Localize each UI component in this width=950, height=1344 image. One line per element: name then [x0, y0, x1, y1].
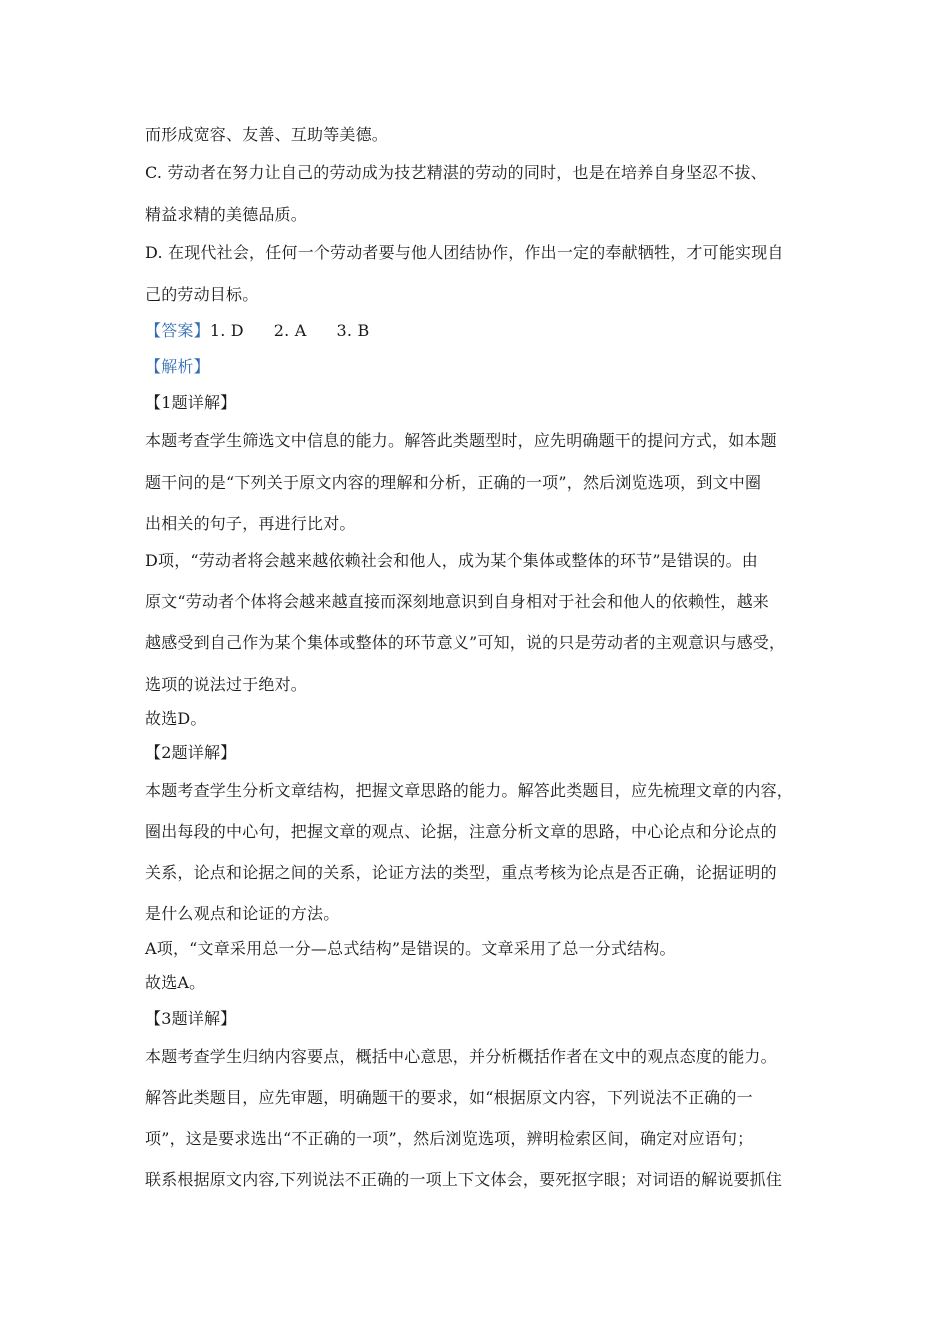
- q3-heading: 【3题详解】: [145, 1009, 237, 1028]
- q2-para1-line-3: 关系，论点和论据之间的关系，论证方法的类型，重点考核为论点是否正确，论据证明的: [145, 863, 777, 882]
- q2-para1-line-4: 是什么观点和论证的方法。: [145, 904, 340, 923]
- q1-para1-line-1: 本题考查学生筛选文中信息的能力。解答此类题型时，应先明确题干的提问方式，如本题: [145, 431, 777, 450]
- q3-para1-line-1: 本题考查学生归纳内容要点，概括中心意思，并分析概括作者在文中的观点态度的能力。: [145, 1047, 777, 1066]
- q2-para1-line-1: 本题考查学生分析文章结构，把握文章思路的能力。解答此类题目，应先梳理文章的内容，: [145, 781, 794, 800]
- q1-para1-line-3: 出相关的句子，再进行比对。: [145, 514, 356, 533]
- q1-para2-line-2: 原文“劳动者个体将会越来越直接而深刻地意识到自身相对于社会和他人的依赖性，越来: [145, 592, 769, 611]
- option-c-line-2: 精益求精的美德品质。: [145, 205, 308, 224]
- answer-2: 2. A: [273, 321, 307, 340]
- q2-heading: 【2题详解】: [145, 743, 237, 762]
- q1-para2-line-1: D项，“劳动者将会越来越依赖社会和他人，成为某个集体或整体的环节”是错误的。由: [145, 551, 758, 570]
- option-d-line-2: 己的劳动目标。: [145, 285, 259, 304]
- q2-choice: 故选A。: [145, 973, 206, 992]
- answer-1: 1. D: [209, 321, 244, 340]
- q3-para1-line-4: 联系根据原文内容,下列说法不正确的一项上下文体会，要死抠字眼；对词语的解说要抓住: [145, 1170, 783, 1189]
- q2-para2-line-1: A项，“文章采用总一分—总式结构”是错误的。文章采用了总一分式结构。: [145, 939, 676, 958]
- q3-para1-line-2: 解答此类题目，应先审题，明确题干的要求，如“根据原文内容，下列说法不正确的一: [145, 1088, 753, 1107]
- analysis-tag: 【解析】: [145, 357, 210, 376]
- option-c-line-1: C. 劳动者在努力让自己的劳动成为技艺精湛的劳动的同时，也是在培养自身坚忍不拔、: [145, 163, 767, 182]
- q1-para2-line-3: 越感受到自己作为某个集体或整体的环节意义”可知，说的只是劳动者的主观意识与感受，: [145, 633, 786, 652]
- q3-para1-line-3: 项”，这是要求选出“不正确的一项”，然后浏览选项，辨明检索区间，确定对应语句；: [145, 1129, 754, 1148]
- q1-para2-line-4: 选项的说法过于绝对。: [145, 675, 308, 694]
- answer-row: [145, 318, 369, 341]
- q1-heading: 【1题详解】: [145, 393, 237, 412]
- q1-choice: 故选D。: [145, 709, 207, 728]
- q2-para1-line-2: 圈出每段的中心句，把握文章的观点、论据，注意分析文章的思路，中心论点和分论点的: [145, 822, 777, 841]
- option-d-line-1: D. 在现代社会，任何一个劳动者要与他人团结协作，作出一定的奉献牺牲，才可能实现自: [145, 243, 784, 262]
- answer-list: [210, 321, 370, 340]
- answer-3: 3. B: [336, 321, 370, 340]
- answer-tag: 【答案】: [145, 321, 210, 340]
- option-b-tail: 而形成宽容、友善、互助等美德。: [145, 125, 389, 144]
- q1-para1-line-2: 题干问的是“下列关于原文内容的理解和分析，正确的一项”，然后浏览选项，到文中圈: [145, 473, 762, 492]
